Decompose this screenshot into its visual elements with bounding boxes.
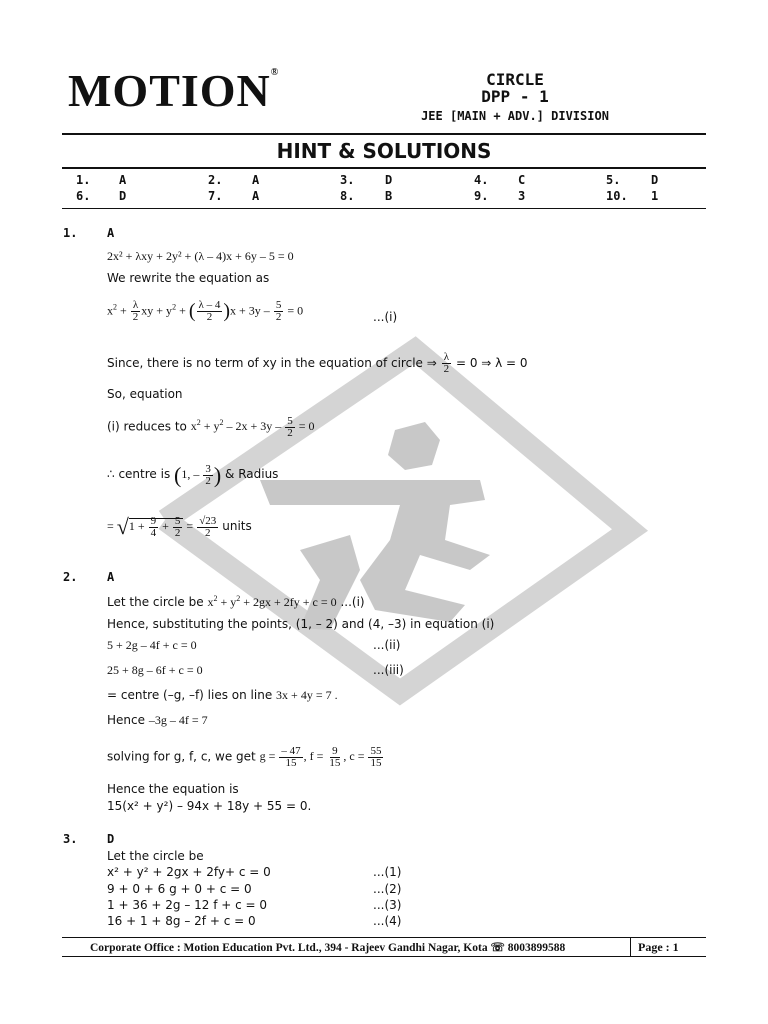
key-answer: 1 bbox=[651, 189, 659, 203]
solution-text: solving for g, f, c, we get g = $\frac{- 47}{15}$ , f = $\frac{9}{15}$ , c = $\frac{55}{15}$ bbox=[107, 745, 382, 769]
question-number: 3. bbox=[63, 832, 78, 846]
key-answer: A bbox=[119, 173, 127, 187]
page-title: HINT & SOLUTIONS bbox=[276, 139, 492, 163]
solution-text: We rewrite the equation as bbox=[107, 271, 270, 285]
footer-separator bbox=[630, 938, 631, 956]
key-answer: A bbox=[252, 173, 260, 187]
key-qnum: 4. bbox=[474, 173, 489, 187]
equation-ref: ...(i) bbox=[373, 310, 398, 324]
solution-text: Hence, substituting the points, (1, – 2) and (4, –3) in equation (i) bbox=[107, 617, 495, 631]
key-qnum: 6. bbox=[76, 189, 91, 203]
answer-key-divider bbox=[62, 208, 706, 209]
division-label: JEE [MAIN + ADV.] DIVISION bbox=[421, 109, 609, 123]
dpp-number: DPP - 1 bbox=[481, 87, 549, 106]
footer-divider-bottom bbox=[62, 956, 706, 957]
equation: 1 + 36 + 2g – 12 f + c = 0 bbox=[107, 898, 268, 912]
key-qnum: 9. bbox=[474, 189, 489, 203]
key-qnum: 2. bbox=[208, 173, 223, 187]
equation-ref: ...(2) bbox=[373, 882, 402, 896]
key-qnum: 3. bbox=[340, 173, 355, 187]
solution-text: Since, there is no term of xy in the equation of circle ⇒ $\frac{\lambda}{2}$ = 0 ⇒ λ = 0 bbox=[107, 351, 528, 375]
phone-icon: ☏ bbox=[490, 942, 505, 954]
key-answer: D bbox=[385, 173, 393, 187]
question-number: 1. bbox=[63, 226, 78, 240]
page-number: Page : 1 bbox=[638, 940, 679, 954]
equation-ref: ...(iii) bbox=[373, 663, 404, 677]
equation: $x^2$ + $\frac{\lambda}{2}$ xy + $y^2$ + ( $\frac{\lambda - 4}{2}$ )x + 3y – $\frac{5}{2}$ = 0 bbox=[107, 299, 304, 323]
key-answer: 3 bbox=[518, 189, 526, 203]
footer-divider-top bbox=[62, 937, 706, 938]
footer-office: Corporate Office : Motion Education Pvt. Ltd., 394 - Rajeev Gandhi Nagar, Kota ☏ 8003899588 bbox=[90, 942, 566, 954]
equation: 9 + 0 + 6 g + 0 + c = 0 bbox=[107, 882, 252, 896]
equation: x² + y² + 2gx + 2fy+ c = 0 bbox=[107, 865, 271, 879]
brand-logo: MOTION® bbox=[68, 65, 280, 116]
equation: 25 + 8g – 6f + c = 0 bbox=[107, 663, 203, 677]
solution-text: Hence the equation is bbox=[107, 782, 239, 796]
key-qnum: 8. bbox=[340, 189, 355, 203]
equation: 2x² + λxy + 2y² + (λ – 4)x + 6y – 5 = 0 bbox=[107, 249, 294, 263]
solution-text: ∴ centre is (1, – $\frac{3}{2}$ ) & Radius bbox=[107, 462, 279, 487]
equation-ref: ...(ii) bbox=[373, 638, 401, 652]
solution-text: = centre (–g, –f) lies on line 3x + 4y = 7 . bbox=[107, 688, 338, 702]
question-number: 2. bbox=[63, 570, 78, 584]
solution-text: 15(x² + y²) – 94x + 18y + 55 = 0. bbox=[107, 799, 312, 813]
key-answer: D bbox=[119, 189, 127, 203]
header-divider-bottom bbox=[62, 167, 706, 169]
question-answer: D bbox=[107, 832, 115, 846]
key-qnum: 7. bbox=[208, 189, 223, 203]
solution-text: So, equation bbox=[107, 387, 183, 401]
equation: 16 + 1 + 8g – 2f + c = 0 bbox=[107, 914, 256, 928]
solution-text: Let the circle be $x^2 + y^2 + 2gx + 2fy + c = 0$ ...(i) bbox=[107, 594, 365, 609]
key-answer: C bbox=[518, 173, 526, 187]
solution-text: (i) reduces to $x^2 + y^2 - 2x + 3y$ – $\frac{5}{2}$ = 0 bbox=[107, 415, 315, 439]
key-qnum: 1. bbox=[76, 173, 91, 187]
header-divider-top bbox=[62, 133, 706, 135]
key-answer: B bbox=[385, 189, 393, 203]
equation-ref: ...(1) bbox=[373, 865, 402, 879]
solution-text: Hence –3g – 4f = 7 bbox=[107, 713, 208, 727]
key-answer: D bbox=[651, 173, 659, 187]
question-answer: A bbox=[107, 570, 115, 584]
equation: 5 + 2g – 4f + c = 0 bbox=[107, 638, 197, 652]
question-answer: A bbox=[107, 226, 115, 240]
equation-ref: ...(3) bbox=[373, 898, 402, 912]
equation-ref: ...(4) bbox=[373, 914, 402, 928]
solution-text: Let the circle be bbox=[107, 849, 204, 863]
topic-title: CIRCLE bbox=[486, 70, 544, 89]
key-answer: A bbox=[252, 189, 260, 203]
key-qnum: 10. bbox=[606, 189, 628, 203]
key-qnum: 5. bbox=[606, 173, 621, 187]
equation: = √1 + $\frac{9}{4}$ + $\frac{5}{2}$ = $\frac{√23}{2}$ units bbox=[107, 514, 252, 539]
